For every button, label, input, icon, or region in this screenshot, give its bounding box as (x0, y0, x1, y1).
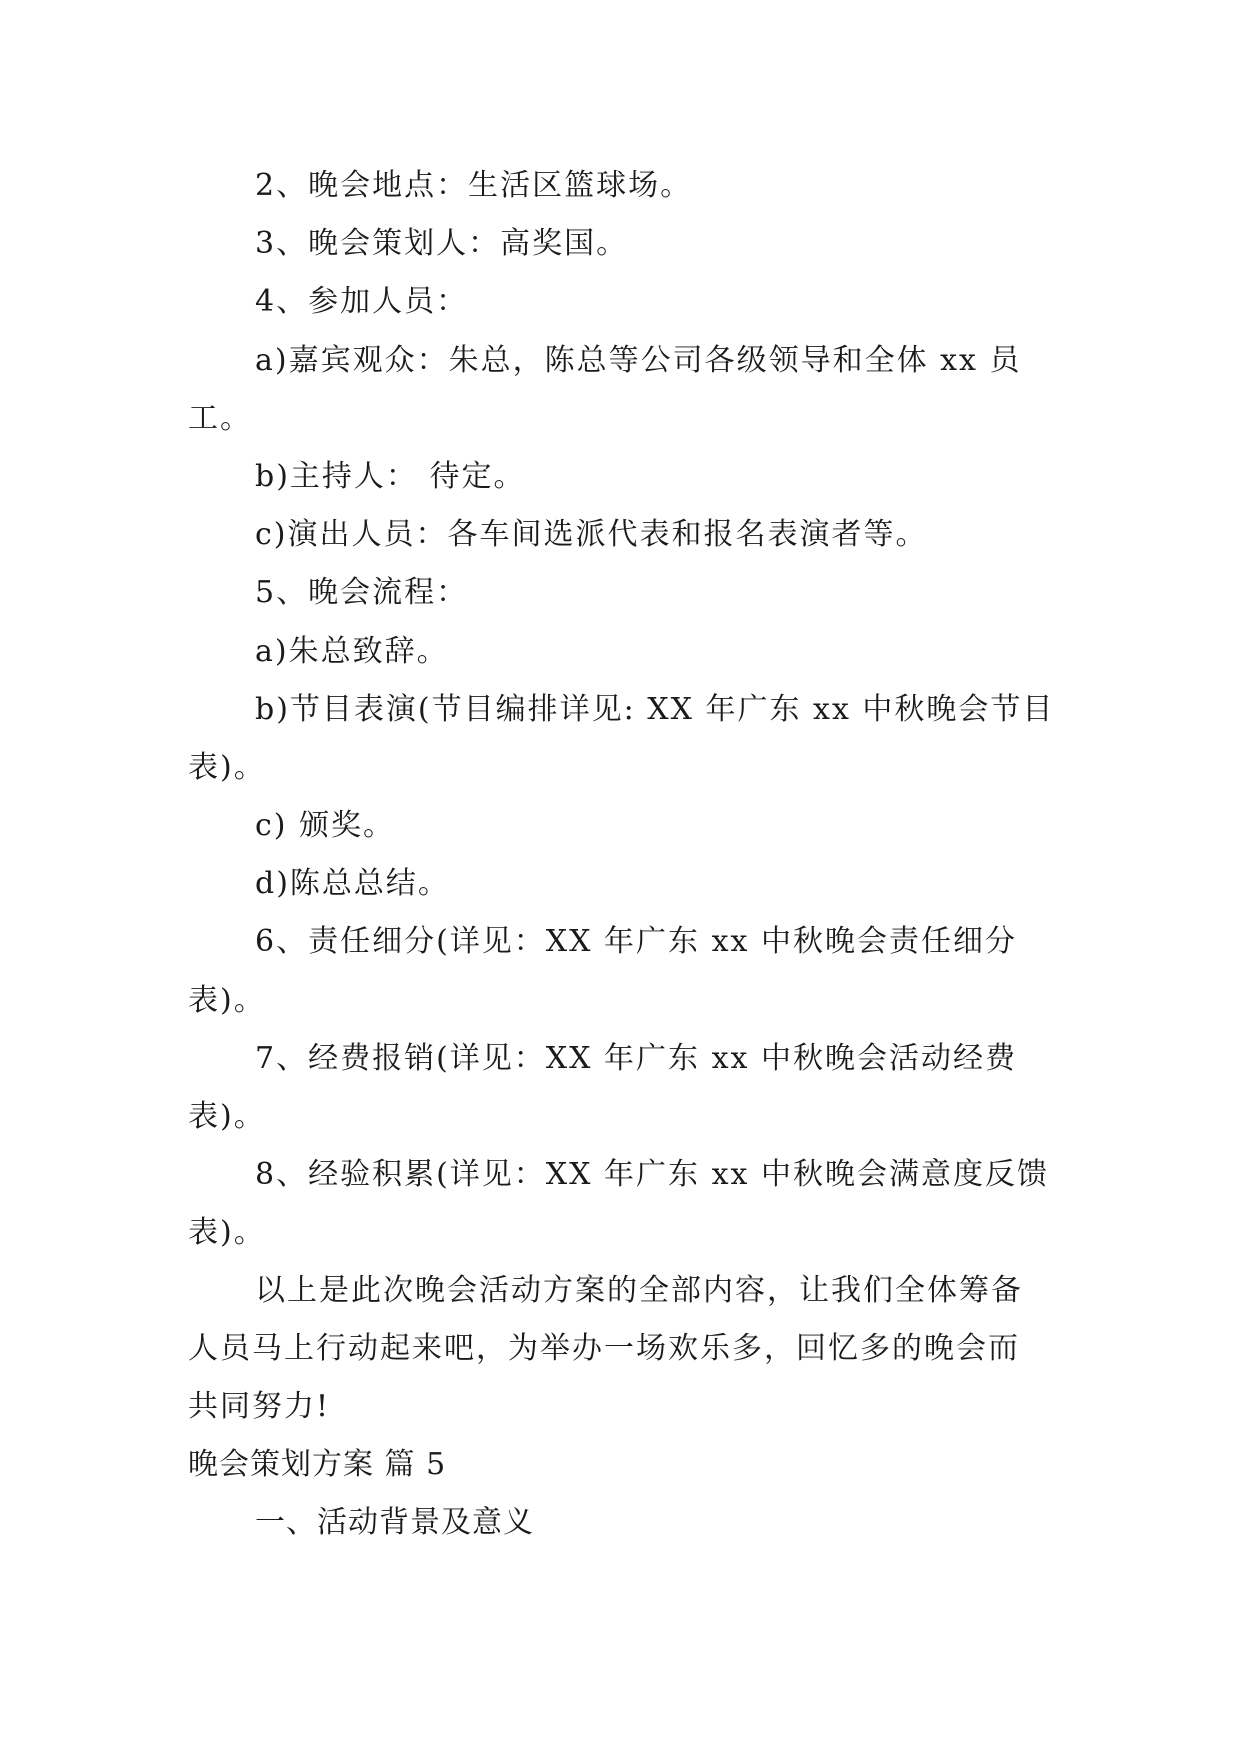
paragraph-line: 4、参加人员： (255, 284, 469, 319)
paragraph-line: 人员马上行动起来吧，为举办一场欢乐多，回忆多的晚会而 (188, 1331, 1020, 1366)
paragraph-line: 3、晚会策划人：高奖国。 (255, 226, 629, 261)
paragraph-line: 以上是此次晚会活动方案的全部内容，让我们全体筹备 (255, 1273, 1023, 1308)
paragraph-line: 表)。 (188, 1215, 266, 1250)
paragraph-line: 共同努力! (188, 1389, 331, 1424)
paragraph-line: 7、经费报销(详见：XX 年广东 xx 中秋晚会活动经费 (255, 1041, 1017, 1076)
paragraph-line: 表)。 (188, 983, 266, 1018)
paragraph-line: c) 颁奖。 (255, 808, 396, 843)
section-heading: 一、活动背景及意义 (255, 1505, 534, 1540)
section-title: 晚会策划方案 篇 5 (188, 1447, 447, 1482)
paragraph-line: 表)。 (188, 1099, 266, 1134)
paragraph-line: 6、责任细分(详见：XX 年广东 xx 中秋晚会责任细分 (255, 924, 1017, 959)
paragraph-line: b)主持人： 待定。 (255, 459, 526, 494)
paragraph-line: 2、晚会地点：生活区篮球场。 (255, 168, 693, 203)
paragraph-line: c)演出人员：各车间选派代表和报名表演者等。 (255, 517, 928, 552)
paragraph-line: b)节目表演(节目编排详见: XX 年广东 xx 中秋晚会节目 (255, 692, 1055, 727)
paragraph-line: 工。 (188, 401, 252, 436)
paragraph-line: 表)。 (188, 750, 266, 785)
paragraph-line: 8、经验积累(详见：XX 年广东 xx 中秋晚会满意度反馈 (255, 1157, 1049, 1192)
paragraph-line: a)朱总致辞。 (255, 634, 449, 669)
paragraph-line: d)陈总总结。 (255, 866, 450, 901)
paragraph-line: 5、晚会流程： (255, 575, 469, 610)
paragraph-line: a)嘉宾观众：朱总，陈总等公司各级领导和全体 xx 员 (255, 343, 1022, 378)
